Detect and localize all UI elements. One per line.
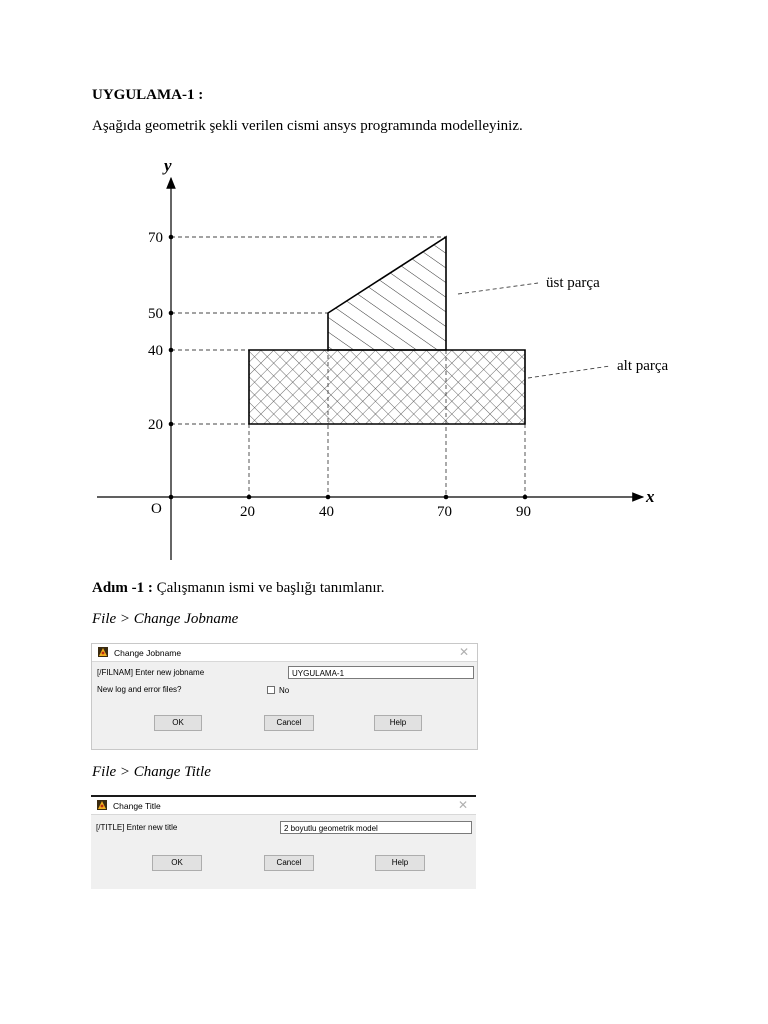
ansys-app-icon xyxy=(98,647,108,657)
log-files-label: New log and error files? xyxy=(97,685,182,694)
step-1-text xyxy=(92,580,384,597)
upper-part-label: üst parça xyxy=(546,275,600,291)
x-tick-label: 90 xyxy=(516,504,531,520)
x-tick-label: 20 xyxy=(240,504,255,520)
ansys-app-icon xyxy=(97,800,107,810)
dialog-title: Change Title xyxy=(113,801,161,811)
section-heading: UYGULAMA-1 : xyxy=(92,87,204,103)
origin-label: O xyxy=(151,501,162,517)
x-axis-label: x xyxy=(646,487,655,506)
change-title-dialog xyxy=(91,795,476,889)
title-input[interactable]: 2 boyutlu geometrik model xyxy=(280,821,472,834)
title-field-label: [/TITLE] Enter new title xyxy=(96,823,178,832)
menu-path-jobname: File > Change Jobname xyxy=(92,611,239,627)
close-icon[interactable]: ✕ xyxy=(458,645,469,659)
dialog-titlebar xyxy=(91,797,476,815)
y-tick-label: 20 xyxy=(148,417,163,433)
lower-part-shape xyxy=(249,350,525,424)
jobname-field-label: [/FILNAM] Enter new jobname xyxy=(97,668,205,677)
ok-button[interactable]: OK xyxy=(154,715,202,731)
x-tick-label: 40 xyxy=(319,504,334,520)
y-tick-label: 40 xyxy=(148,343,163,359)
new-log-files-checkbox[interactable] xyxy=(267,686,275,694)
geometry-figure xyxy=(0,150,768,570)
change-jobname-dialog xyxy=(91,643,478,750)
y-tick-label: 70 xyxy=(148,230,163,246)
step-1-label: Adım -1 : xyxy=(92,580,153,596)
dialog-titlebar xyxy=(92,644,477,662)
cancel-button[interactable]: Cancel xyxy=(264,855,314,871)
step-1-description: Çalışmanın ismi ve başlığı tanımlanır. xyxy=(152,580,385,596)
close-icon[interactable]: ✕ xyxy=(457,798,468,812)
upper-part-shape xyxy=(328,237,446,350)
dialog-title: Change Jobname xyxy=(114,648,182,658)
jobname-input[interactable]: UYGULAMA-1 xyxy=(288,666,474,679)
checkbox-value-label: No xyxy=(279,686,290,695)
help-button[interactable]: Help xyxy=(374,715,422,731)
x-tick-label: 70 xyxy=(437,504,452,520)
ok-button[interactable]: OK xyxy=(152,855,202,871)
menu-path-title: File > Change Title xyxy=(92,764,211,780)
intro-text: Aşağıda geometrik şekli verilen cismi ansys programında modelleyiniz. xyxy=(92,118,523,134)
help-button[interactable]: Help xyxy=(375,855,425,871)
cancel-button[interactable]: Cancel xyxy=(264,715,314,731)
y-axis-label: y xyxy=(164,156,172,175)
y-tick-label: 50 xyxy=(148,306,163,322)
lower-part-label: alt parça xyxy=(617,358,669,374)
